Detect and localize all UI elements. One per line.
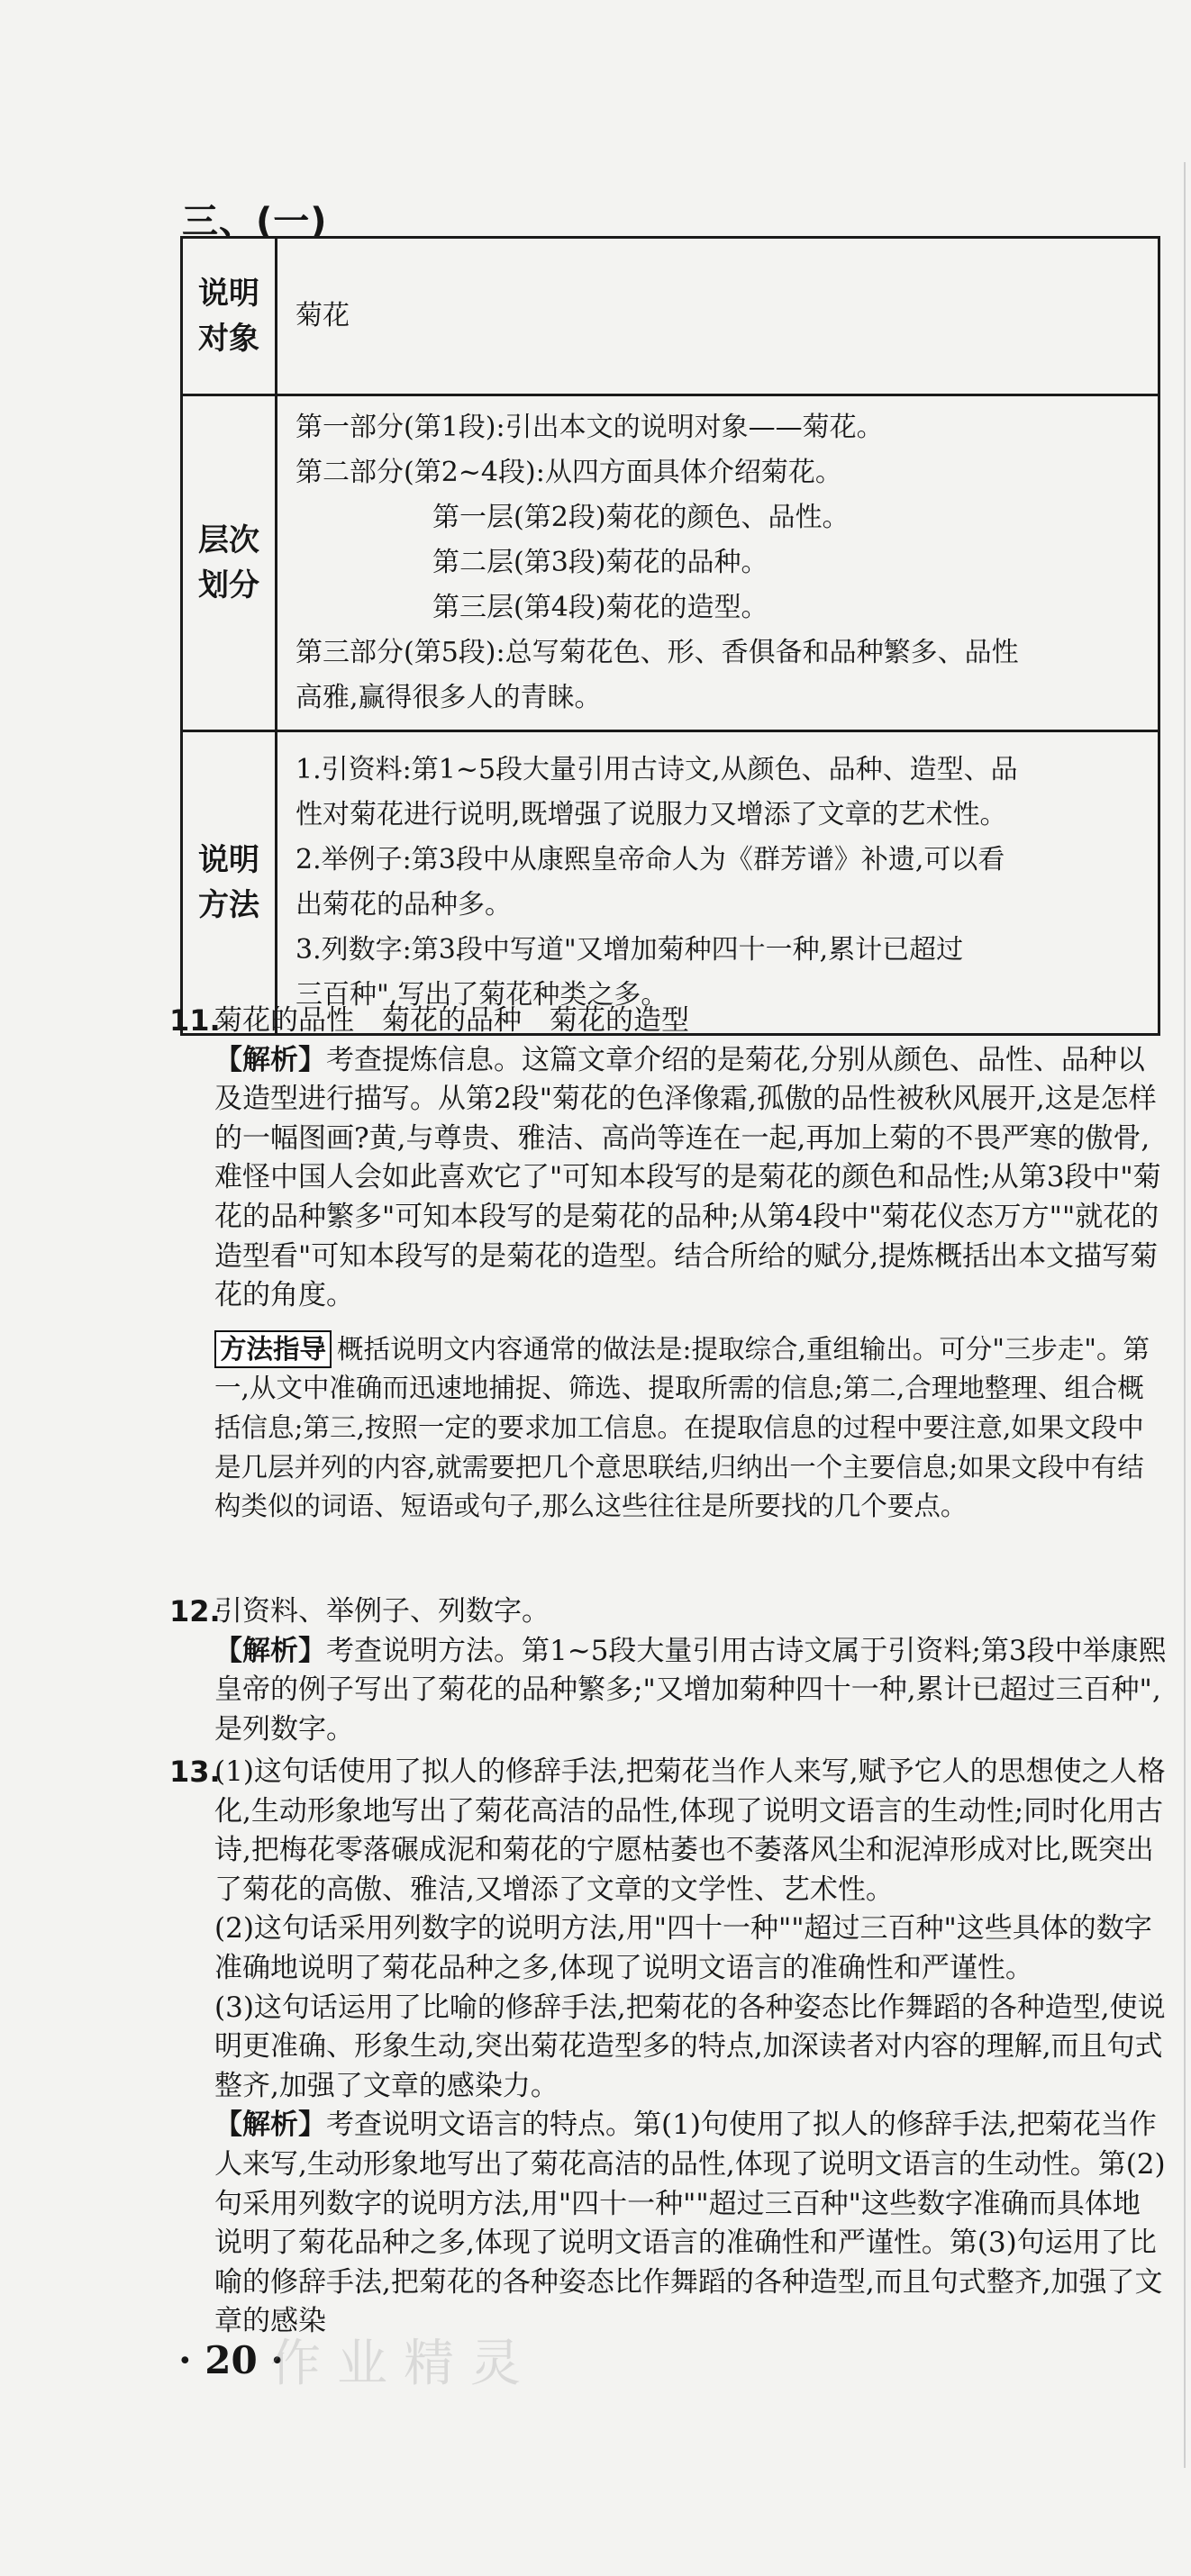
answer: 菊花的品性 菊花的品种 菊花的造型 xyxy=(214,1004,689,1037)
question-number: 12. xyxy=(169,1594,221,1628)
analysis xyxy=(180,1041,1168,1316)
method-tag: 方法指导 xyxy=(214,1330,332,1368)
table-row xyxy=(182,395,1159,731)
content-line: 菊花 xyxy=(295,300,350,331)
answer-part: (3)这句话运用了比喻的修辞手法,把菊花的各种姿态比作舞蹈的各种造型,使说明更准确、形象生动,突出菊花造型多的特点,加深读者对内容的理解,而且句式整齐,加强了文章的感染力。 xyxy=(214,1991,1166,2102)
analysis-tag: 【解析】 xyxy=(214,1043,326,1076)
section-title: 三、(一) xyxy=(182,201,328,242)
question-13 xyxy=(180,1753,1168,2342)
answer-part: (1)这句话使用了拟人的修辞手法,把菊花当作人来写,赋予它人的思想使之人格化,生动形象地写出了菊花高洁的品性,体现了说明文语言的生动性;同时化用古诗,把梅花零落碾成泥和菊花的宁愿枯萎也不萎落风尘和泥淖形成对比,既突出了菊花的高傲、雅洁,又增添了文章的文学性、艺术性。 xyxy=(214,1755,1166,1906)
question-12 xyxy=(180,1592,1168,1749)
watermark: 作业精灵 xyxy=(270,2335,537,2393)
method-text: 概括说明文内容通常的做法是:提取综合,重组输出。可分"三步走"。第一,从文中准确而迅速地捕捉、筛选、提取所需的信息;第二,合理地整理、组合概括信息;第三,按照一定的要求加工信息。在提取信息的过程中要注意,如果文段中是几层并列的内容,就需要把几个意思联结,归纳出一个主要信息;如果文段中有结构类似的词语、短语或句子,那么这些往往是所要找的几个要点。 xyxy=(214,1333,1150,1522)
row-header-line: 说明 xyxy=(198,276,259,312)
analysis-tag: 【解析】 xyxy=(214,1634,326,1667)
analysis xyxy=(180,2106,1168,2342)
page-number: · 20 · xyxy=(178,2338,284,2382)
content-line: 第一层(第2段)菊花的颜色、品性。 xyxy=(432,502,850,533)
analysis-text: 考查说明文语言的特点。第(1)句使用了拟人的修辞手法,把菊花当作人来写,生动形象地写出了菊花高洁的品性,体现了说明文语言的生动性。第(2)句采用列数字的说明方法,用"四十一种""超过三百种"这些数字准确而具体地说明了菊花品种之多,体现了说明文语言的准确性和严谨性。第(3)句运用了比喻的修辞手法,把菊花的各种姿态比作舞蹈的各种造型,而且句式整齐,加强了文章的感染 xyxy=(214,2109,1166,2338)
row-header-line: 对象 xyxy=(198,321,259,357)
row-header-line: 层次 xyxy=(198,522,259,558)
content-line: 第二部分(第2~4段):从四方面具体介绍菊花。 xyxy=(295,457,842,488)
table-row xyxy=(182,238,1159,395)
row-content xyxy=(277,731,1159,1035)
content-line: 出菊花的品种多。 xyxy=(295,889,512,921)
row-header xyxy=(182,731,277,1035)
content-line: 高雅,赢得很多人的青睐。 xyxy=(295,682,602,713)
question-number: 13. xyxy=(169,1755,221,1789)
answer-part: (2)这句话采用列数字的说明方法,用"四十一种""超过三百种"这些具体的数字准确地说明了菊花品种之多,体现了说明文语言的准确性和严谨性。 xyxy=(214,1912,1152,1984)
row-content xyxy=(277,238,1159,395)
row-header-line: 说明 xyxy=(198,842,259,878)
question-11 xyxy=(180,1002,1168,1527)
method-guide xyxy=(180,1330,1168,1527)
table-row xyxy=(182,731,1159,1035)
content-line: 性对菊花进行说明,既增强了说服力又增添了文章的艺术性。 xyxy=(295,799,1007,830)
row-header-line: 划分 xyxy=(198,567,259,603)
question-number: 11. xyxy=(169,1003,221,1038)
summary-table xyxy=(180,236,1160,1036)
content-line: 第三部分(第5段):总写菊花色、形、香俱备和品种繁多、品性 xyxy=(295,637,1019,668)
analysis xyxy=(180,1632,1168,1750)
row-header-line: 方法 xyxy=(198,887,259,923)
right-margin-rule xyxy=(1184,162,1186,2468)
content-line: 3.列数字:第3段中写道"又增加菊种四十一种,累计已超过 xyxy=(295,934,964,966)
answer: 引资料、举例子、列数字。 xyxy=(214,1595,550,1628)
content-line: 2.举例子:第3段中从康熙皇帝命人为《群芳谱》补遗,可以看 xyxy=(295,844,1005,875)
row-content xyxy=(277,395,1159,731)
content-line: 1.引资料:第1~5段大量引用古诗文,从颜色、品种、造型、品 xyxy=(295,754,1018,785)
content-line: 第二层(第3段)菊花的品种。 xyxy=(432,547,768,578)
analysis-text: 考查说明方法。第1~5段大量引用古诗文属于引资料;第3段中举康熙皇帝的例子写出了菊花的品种繁多;"又增加菊种四十一种,累计已超过三百种",是列数字。 xyxy=(214,1634,1167,1746)
content-line: 第三层(第4段)菊花的造型。 xyxy=(432,592,768,623)
analysis-tag: 【解析】 xyxy=(214,2109,326,2142)
row-header xyxy=(182,238,277,395)
analysis-text: 考查提炼信息。这篇文章介绍的是菊花,分别从颜色、品性、品种以及造型进行描写。从第2段"菊花的色泽像霜,孤傲的品性被秋风展开,这是怎样的一幅图画?黄,与尊贵、雅洁、高尚等连在一起,再加上菊的不畏严寒的傲骨,难怪中国人会如此喜欢它了"可知本段写的是菊花的颜色和品性;从第3段中"菊花的品种繁多"可知本段写的是菊花的品种;从第4段中"菊花仪态万方""就花的造型看"可知本段写的是菊花的造型。结合所给的赋分,提炼概括出本文描写菊花的角度。 xyxy=(214,1043,1161,1312)
content-line: 三百种",写出了菊花种类之多。 xyxy=(295,979,668,1011)
row-header xyxy=(182,395,277,731)
content-line: 第一部分(第1段):引出本文的说明对象——菊花。 xyxy=(295,412,884,443)
